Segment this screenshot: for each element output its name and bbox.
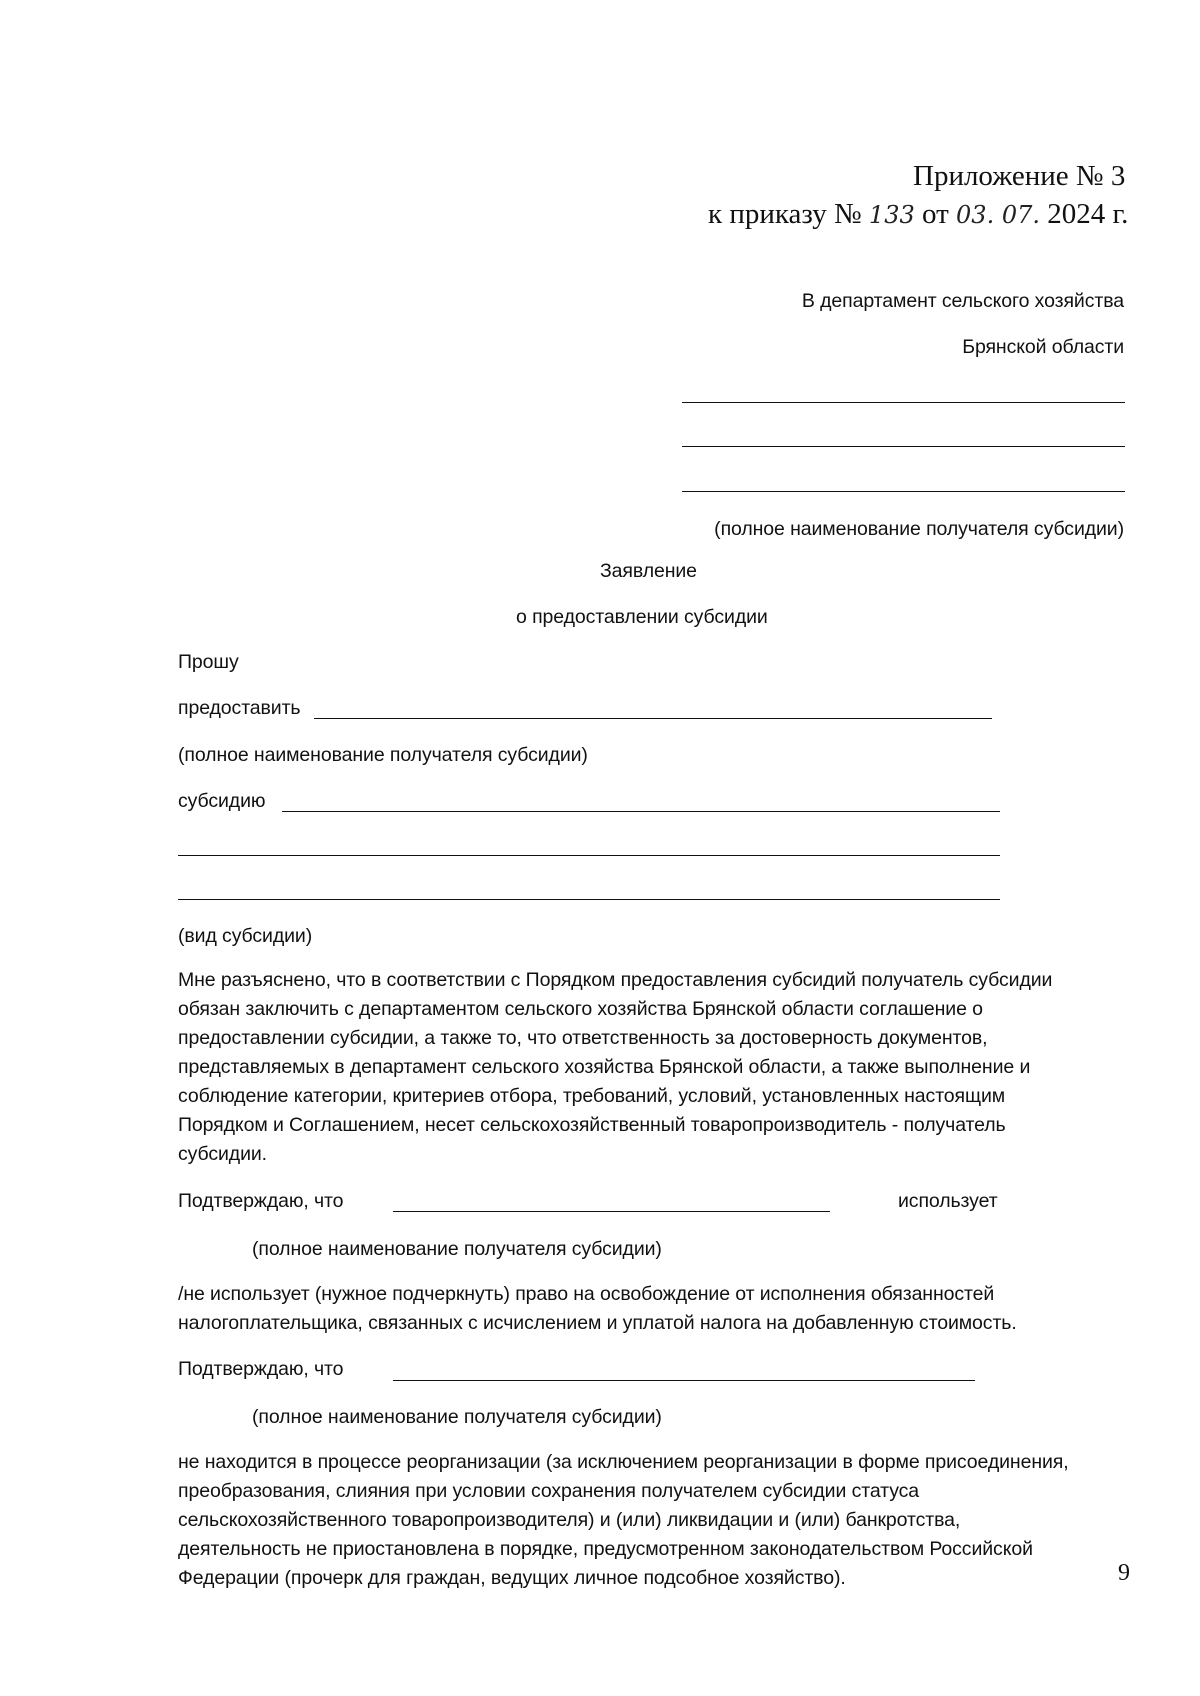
explanation-line: представляемых в департамент сельского хозяйства Брянской области, а также выполнение и xyxy=(178,1056,1031,1078)
confirm-vat-caption: (полное наименование получателя субсидии) xyxy=(252,1238,662,1260)
addressee-line-2: Брянской области xyxy=(962,336,1124,358)
predostavit-label: предоставить xyxy=(178,697,301,719)
confirm-reorg-line: сельскохозяйственного товаропроизводителя) и (или) ликвидации и (или) банкротства, xyxy=(178,1509,961,1531)
confirm-vat-paragraph xyxy=(178,1280,1017,1338)
prosu-label: Прошу xyxy=(178,651,239,673)
addressee-blank-line-2[interactable] xyxy=(682,446,1125,447)
explanation-line: субсидии. xyxy=(178,1143,267,1165)
confirm-reorg-line: Федерации (прочерк для граждан, ведущих личное подсобное хозяйство). xyxy=(178,1567,846,1589)
recipient-blank-line[interactable] xyxy=(314,718,992,719)
explanation-line: соблюдение категории, критериев отбора, требований, условий, установленных настоящим xyxy=(178,1085,1006,1107)
order-prefix: к приказу № xyxy=(708,198,862,230)
order-year: 2024 г. xyxy=(1047,198,1129,230)
confirm-vat-line: налогоплательщика, связанных с исчислением и уплатой налога на добавленную стоимость. xyxy=(178,1312,1017,1334)
document-title: Заявление xyxy=(600,560,697,582)
subsidy-type-blank-line-3[interactable] xyxy=(178,899,1000,900)
addressee-blank-line-1[interactable] xyxy=(682,402,1125,403)
explanation-paragraph xyxy=(178,966,1052,1169)
confirm-vat-label: Подтверждаю, что xyxy=(178,1190,344,1212)
order-reference xyxy=(708,198,1128,231)
confirm-reorg-line: деятельность не приостановлена в порядке, предусмотренном законодательством Российской xyxy=(178,1538,1033,1560)
appendix-title: Приложение № 3 xyxy=(913,160,1126,192)
explanation-line: предоставлении субсидии, а также то, что ответственность за достоверность документов, xyxy=(178,1027,988,1049)
confirm-reorg-paragraph xyxy=(178,1448,1069,1593)
confirm-reorg-label: Подтверждаю, что xyxy=(178,1358,344,1380)
addressee-caption: (полное наименование получателя субсидии) xyxy=(714,518,1124,540)
page-number: 9 xyxy=(1118,1560,1130,1586)
confirm-reorg-line: преобразования, слияния при условии сохранения получателем субсидии статуса xyxy=(178,1480,920,1502)
order-date-handwritten: 03. 07. xyxy=(956,201,1040,229)
confirm-reorg-line: не находится в процессе реорганизации (за исключением реорганизации в форме присоединения, xyxy=(178,1451,1069,1473)
subsidy-type-caption: (вид субсидии) xyxy=(178,925,313,947)
confirm-vat-line: /не использует (нужное подчеркнуть) право на освобождение от исполнения обязанностей xyxy=(178,1283,995,1305)
order-number-handwritten: 133 xyxy=(868,201,915,229)
confirm-vat-uses: использует xyxy=(898,1190,998,1212)
subsidy-type-blank-line-2[interactable] xyxy=(178,855,1000,856)
subsidiyu-label: субсидию xyxy=(178,790,266,812)
confirm-reorg-caption: (полное наименование получателя субсидии) xyxy=(252,1406,662,1428)
explanation-line: Порядком и Соглашением, несет сельскохозяйственный товаропроизводитель - получатель xyxy=(178,1114,1006,1136)
order-from: от xyxy=(921,198,949,230)
document-subtitle: о предоставлении субсидии xyxy=(516,606,768,628)
explanation-line: обязан заключить с департаментом сельского хозяйства Брянской области соглашение о xyxy=(178,998,983,1020)
recipient-caption: (полное наименование получателя субсидии) xyxy=(178,744,588,766)
confirm-reorg-blank-line[interactable] xyxy=(393,1380,975,1381)
addressee-blank-line-3[interactable] xyxy=(682,491,1125,492)
confirm-vat-blank-line[interactable] xyxy=(393,1211,830,1212)
explanation-line: Мне разъяснено, что в соответствии с Порядком предоставления субсидий получатель субсидии xyxy=(178,969,1053,991)
subsidy-type-blank-line-1[interactable] xyxy=(282,811,1000,812)
addressee-line-1: В департамент сельского хозяйства xyxy=(801,290,1124,312)
